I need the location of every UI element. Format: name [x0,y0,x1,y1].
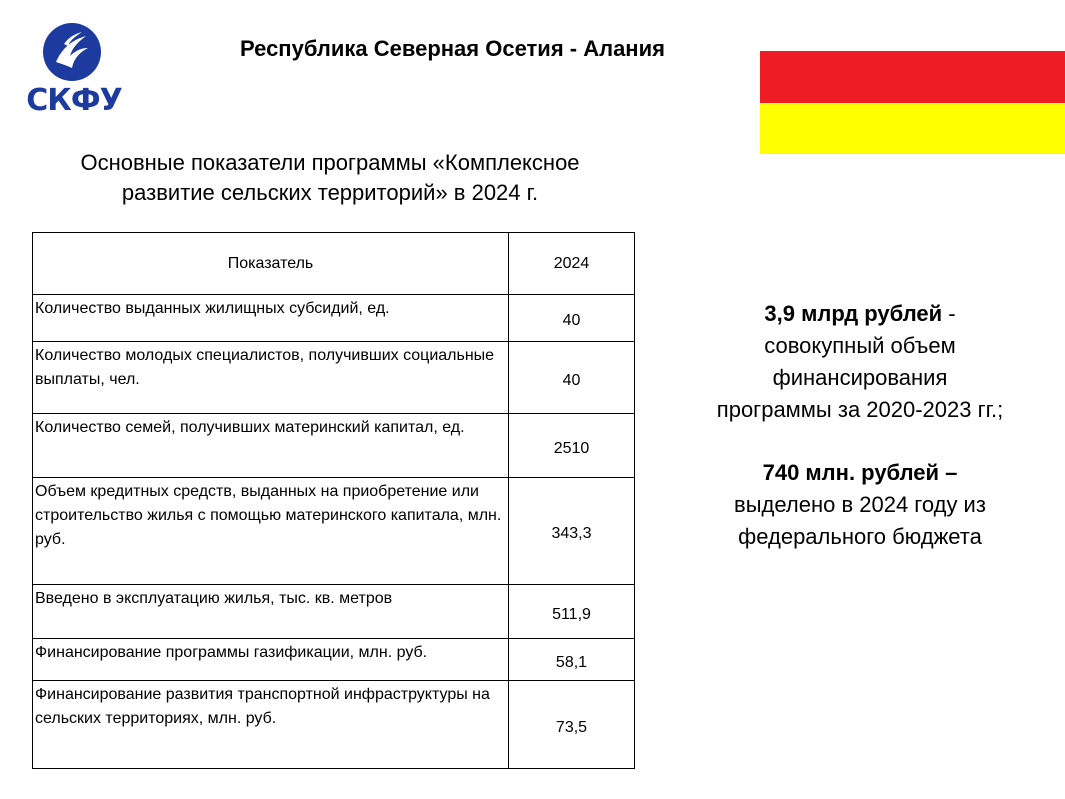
funding-total-dash: - [942,301,956,326]
row-indicator-value: 40 [509,342,635,414]
header-year: 2024 [509,233,635,295]
flag-yellow-stripe [760,103,1065,155]
row-indicator-value: 343,3 [509,478,635,585]
funding-total-amount: 3,9 млрд рублей [764,301,943,326]
header-indicator: Показатель [33,233,509,295]
row-indicator-name: Финансирование программы газификации, млн. руб. [33,639,509,681]
row-indicator-name: Количество выданных жилищных субсидий, ед. [33,295,509,342]
north-ossetia-flag [760,51,1065,154]
spacer [680,426,1040,457]
table-row [33,295,635,342]
row-indicator-value: 2510 [509,414,635,478]
table-row [33,478,635,585]
subtitle-line-1: Основные показатели программы «Комплексное [80,150,580,175]
subtitle-line-2: развитие сельских территорий» в 2024 г. [121,180,539,205]
table-row [33,681,635,769]
flag-red-stripe [760,51,1065,103]
table-row [33,342,635,414]
row-indicator-value: 511,9 [509,585,635,639]
row-indicator-name: Финансирование развития транспортной инфраструктуры на сельских территориях, млн. руб. [33,681,509,769]
funding-2024-desc-1: выделено в 2024 году из [734,492,986,517]
funding-total-desc-1: совокупный объем [764,333,956,358]
funding-2024-desc-2: федерального бюджета [738,524,982,549]
swan-emblem-icon [42,22,102,82]
logo-text: СКФУ [26,83,122,118]
row-indicator-value: 58,1 [509,639,635,681]
funding-total-desc-3: программы за 2020-2023 гг.; [716,397,1004,422]
row-indicator-name: Объем кредитных средств, выданных на приобретение или строительство жилья с помощью материнского капитала, млн. руб. [33,478,509,585]
region-title: Республика Северная Осетия - Алания [240,36,665,61]
funding-total-line [680,298,1040,330]
row-indicator-name: Количество молодых специалистов, получивших социальные выплаты, чел. [33,342,509,414]
university-logo [22,22,132,122]
row-indicator-name: Количество семей, получивших материнский капитал, ед. [33,414,509,478]
row-indicator-value: 40 [509,295,635,342]
indicators-table [32,232,635,769]
funding-2024-amount: 740 млн. рублей – [762,460,958,485]
funding-total-desc-2: финансирования [772,365,948,390]
page-subtitle [30,148,630,208]
table-row [33,414,635,478]
table-header-row [33,233,635,295]
funding-summary [680,298,1040,553]
row-indicator-value: 73,5 [509,681,635,769]
row-indicator-name: Введено в эксплуатацию жилья, тыс. кв. метров [33,585,509,639]
table-row [33,585,635,639]
table-row [33,639,635,681]
